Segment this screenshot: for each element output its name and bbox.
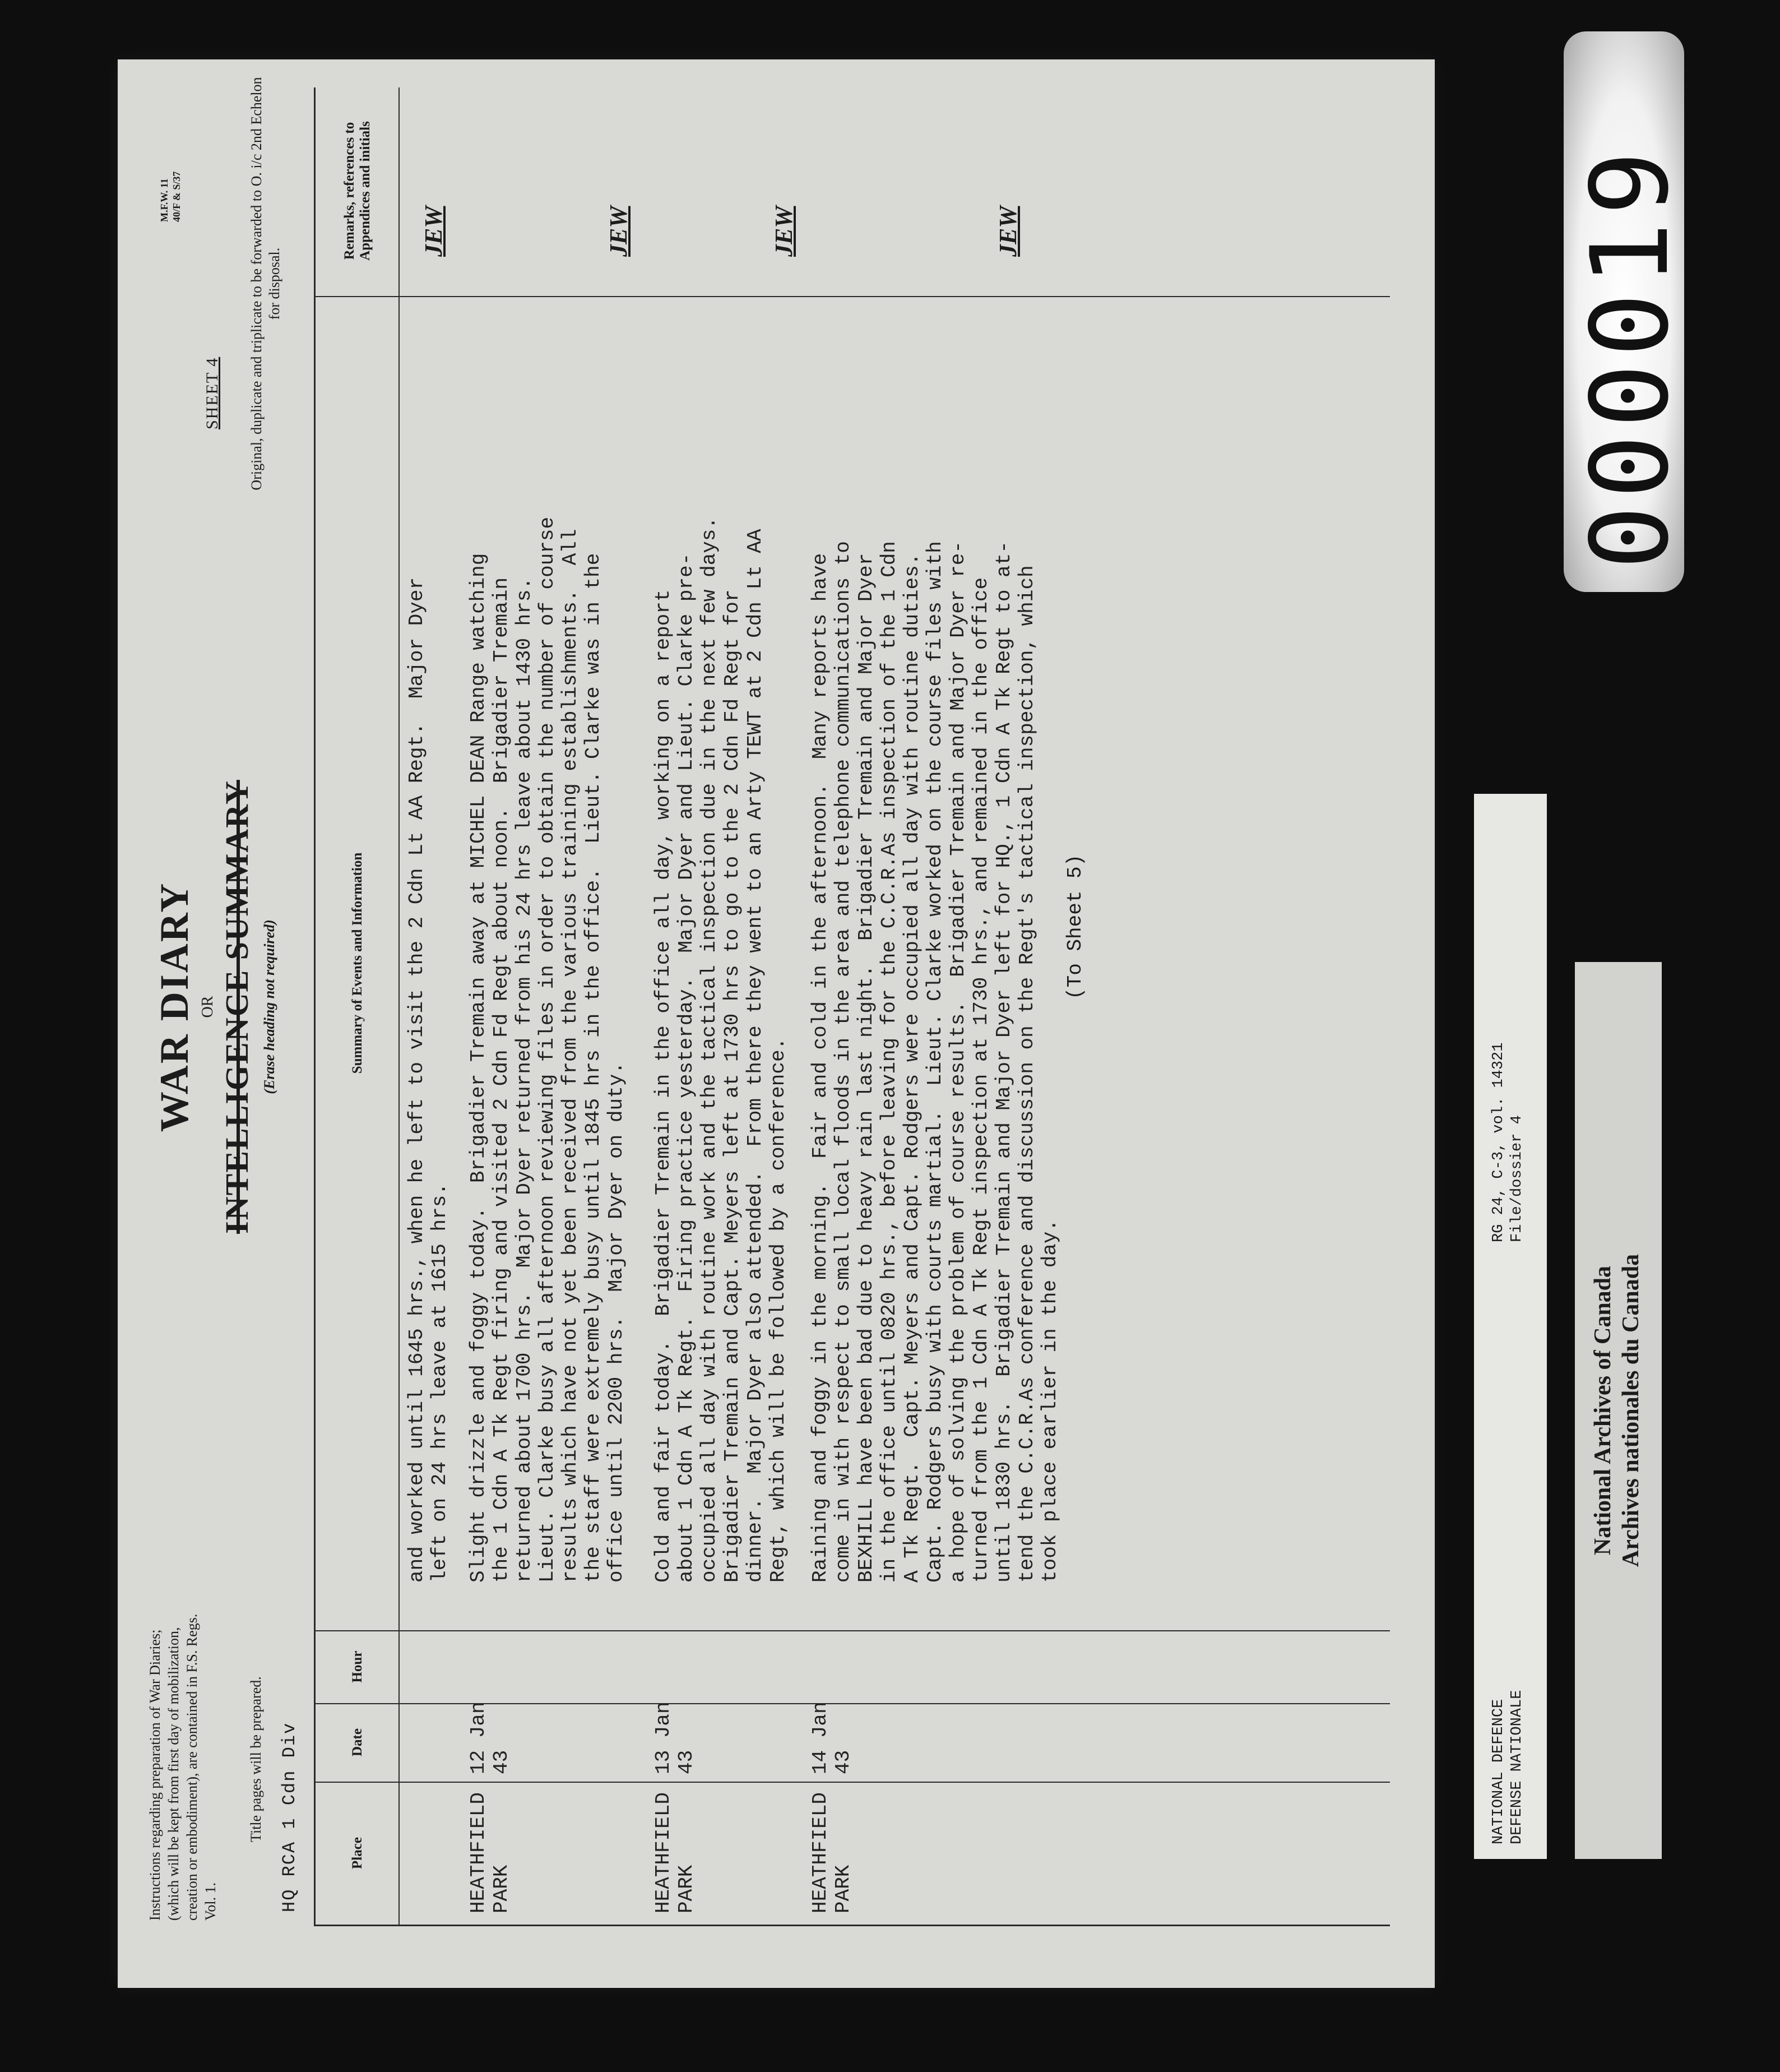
department-text: NATIONAL DEFENCE DEFENSE NATIONALE	[1490, 1690, 1526, 1844]
frame-number-stamp	[1564, 31, 1692, 592]
archives-name-en: National Archives of Canada	[1590, 1265, 1616, 1556]
archives-label	[1575, 962, 1662, 1859]
archive-reference-label	[1474, 794, 1547, 1859]
reference-text: RG 24, C-3, vol. 14321 File/dossier 4	[1490, 1042, 1526, 1242]
entry-text: Slight drizzle and foggy today. Brigadier Tremain away at MICHEL DEAN Range watching the 1 Cdn A Tk Regt firing and visited 2 Cdn Fd Regt about noon. Brigadier Tremain returned about 1700 hrs. Major Dyer returned from his 24 hrs leave about 1430 hrs. Lieut. Clarke busy all afternoon reviewing files in order to obtain the number of course results which have not yet been received from the various training establishments. All the staff were extremely busy until 1845 hrs in the office. Lieut. Clarke was in the office until 2200 hrs. Major Dyer on duty.	[467, 516, 628, 1583]
entry-initials: JEW	[605, 206, 632, 257]
entry-place: HEATHFIELD PARK	[652, 1792, 698, 1913]
entry-place: HEATHFIELD PARK	[467, 1792, 513, 1913]
entry-place: HEATHFIELD PARK	[809, 1792, 855, 1913]
entry-text: Raining and foggy in the morning. Fair and cold in the afternoon. Many reports have come in with respect to small local floods in the area and telephone communications to BEXHILL have been bad due to heavy rain last night. Brigadier Tremain and Major Dyer in the office until 0820 hrs., before leaving for the C.C.R.As inspection of the 1 Cdn A Tk Regt. Capt. Meyers and Capt. Rodgers were occupied all day with routine duties. Capt. Rodgers busy with courts martial. Lieut. Clarke worked on the course files with a hope of solving the problem of course results. Brigadier Tremain and Major Dyer re- turned from the 1 Cdn A Tk Regt inspection at 1730 hrs., and remained in the office until 1830 hrs. Brigadier Tremain and Major Dyer left for HQ., 1 Cdn A Tk Regt to at- tend the C.C.R.As conference and discussion on the Regt's tactical inspection, which took place earlier in the day.	[809, 541, 1061, 1583]
form-heading	[151, 642, 278, 1371]
form-alt-title-struck: INTELLIGENCE SUMMARY	[219, 780, 255, 1234]
entry-text: and worked until 1645 hrs., when he left to visit the 2 Cdn Lt AA Regt. Major Dyer left on 24 hrs leave at 1615 hrs.	[405, 577, 451, 1583]
frame-number: 000019	[1568, 144, 1692, 570]
title-pages-note: Title pages will be prepared.	[248, 1676, 264, 1842]
erase-note: (Erase heading not required)	[261, 919, 277, 1094]
war-diary-form	[118, 59, 1435, 1988]
entry-initials: JEW	[420, 206, 447, 257]
entry-date: 13 Jan 43	[652, 1701, 698, 1774]
date-header: Date	[350, 1728, 365, 1756]
remarks-header: Remarks, references to Appendices and initials	[342, 121, 373, 261]
form-code-text: M.F.W. 11 40/F & S/37	[159, 171, 182, 222]
continued-note: (To Sheet 5)	[1064, 854, 1087, 1000]
instructions-text: Instructions regarding preparation of War Diaries; (which will be kept from first day of mobilization, creation or embodiment), are contained in F.S. Regs. Vol. 1.	[147, 1613, 219, 1921]
distribution-note: Original, duplicate and triplicate to be forwarded to O. i/c 2nd Echelon for disposal.	[248, 77, 282, 491]
form-or: OR	[199, 996, 216, 1018]
entry-initials: JEW	[994, 206, 1022, 257]
place-header: Place	[350, 1837, 365, 1869]
form-code	[158, 172, 183, 222]
entry-text: Cold and fair today. Brigadier Tremain in the office all day, working on a report about 1 Cdn A Tk Regt. Firing practice yesterday. Major Dyer and Lieut. Clarke pre- occupied all day with routine work and the tactical inspection due in the next few days. Brigadier Tremain and Capt. Meyers left at 1730 hrs to go to the 2 Cdn Fd Regt for dinner. Major Dyer also attended. From there they went to an Arty TEWT at 2 Cdn Lt AA Regt, which will be followed by a conference.	[652, 516, 790, 1583]
hour-column	[316, 1630, 1390, 1703]
sheet-number: SHEET 4	[203, 357, 221, 429]
summary-header: Summary of Events and Information	[350, 852, 365, 1074]
entry-date: 14 Jan 43	[809, 1701, 855, 1774]
entry-initials: JEW	[770, 206, 798, 257]
unit-name: HQ RCA 1 Cdn Div	[279, 1722, 300, 1912]
archives-name-fr: Archives nationales du Canada	[1618, 1254, 1644, 1567]
entry-date: 12 Jan 43	[467, 1701, 513, 1774]
hour-header: Hour	[350, 1650, 365, 1683]
form-title: WAR DIARY	[152, 881, 197, 1132]
diary-table	[314, 87, 1390, 1926]
